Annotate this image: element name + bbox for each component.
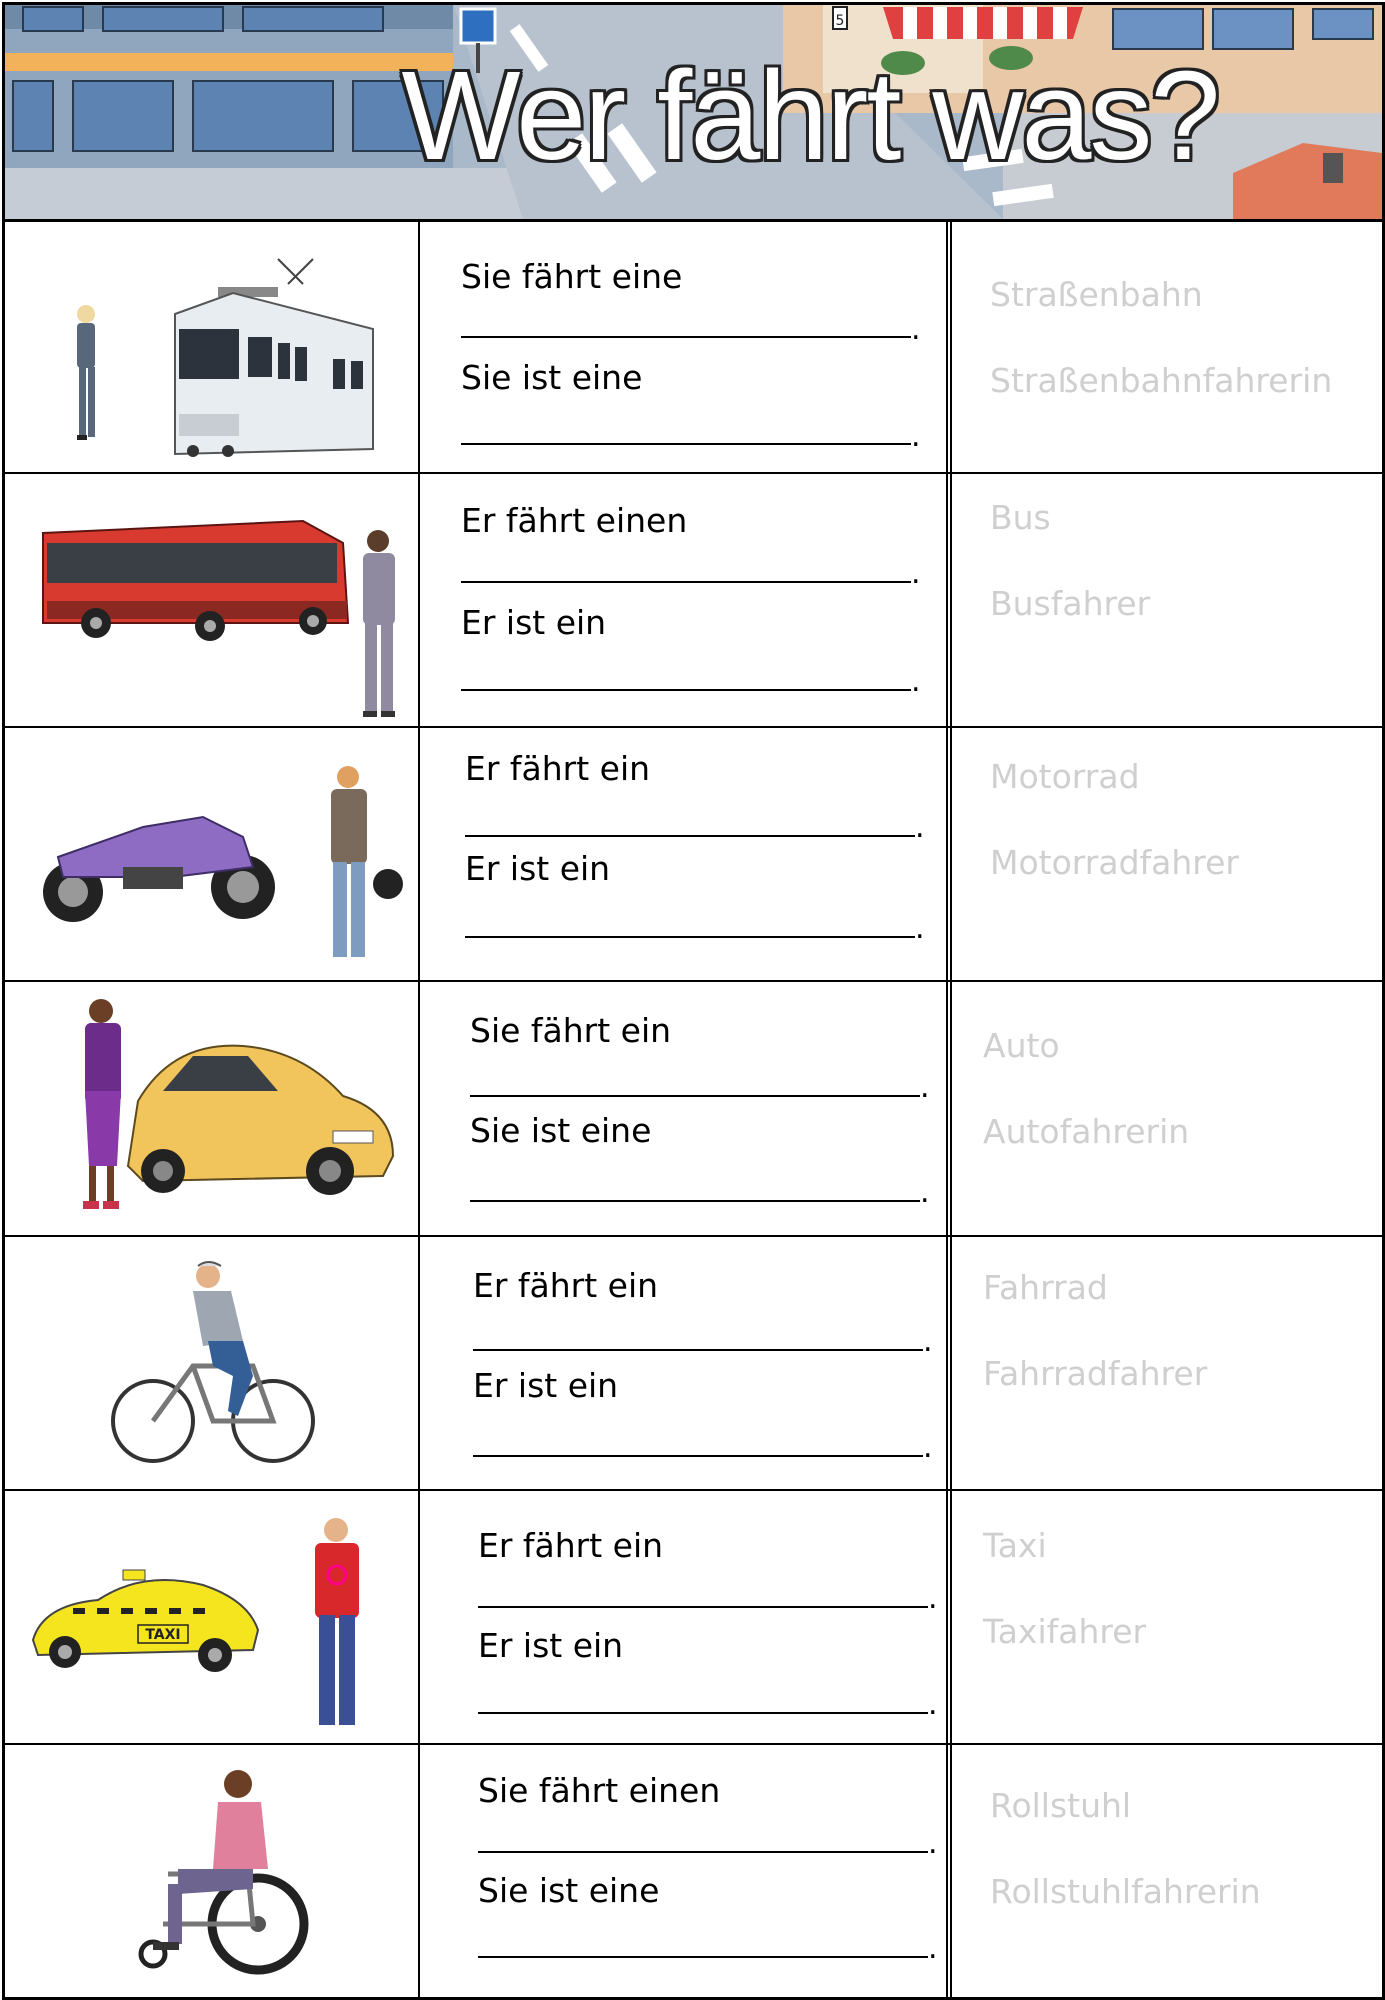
sentence-vehicle: Er fährt einen	[461, 501, 688, 540]
woman-icon	[83, 999, 121, 1209]
header-banner	[3, 3, 1382, 222]
answer-blank-vehicle[interactable]	[470, 1095, 920, 1097]
bus-icon	[43, 521, 348, 641]
answer-word-person: Fahrradfahrer	[983, 1354, 1208, 1393]
sentence-vehicle: Er fährt ein	[473, 1266, 659, 1305]
exercise-row	[3, 981, 1382, 1235]
answer-blank-person[interactable]	[478, 1956, 928, 1958]
man-driver-icon	[363, 530, 395, 717]
period: .	[911, 664, 921, 699]
sentence-person: Sie ist eine	[470, 1111, 652, 1150]
picture-cell	[3, 981, 419, 1235]
picture-cell	[3, 1744, 419, 1998]
taxi-icon	[33, 1570, 258, 1672]
period: .	[928, 1687, 938, 1722]
woman-driver-icon	[77, 305, 95, 440]
sentence-person: Er ist ein	[465, 849, 611, 888]
answer-blank-person[interactable]	[461, 689, 911, 691]
answer-blank-vehicle[interactable]	[465, 835, 915, 837]
car-icon	[128, 1046, 393, 1195]
man-with-helmet-icon	[331, 766, 403, 957]
tram-icon	[175, 259, 373, 457]
period: .	[911, 312, 921, 347]
picture-cell	[3, 1490, 419, 1744]
picture-cell	[3, 473, 419, 727]
sentence-person: Er ist ein	[461, 603, 607, 642]
period: .	[928, 1826, 938, 1861]
period: .	[911, 419, 921, 454]
answer-blank-vehicle[interactable]	[461, 581, 911, 583]
answer-blank-person[interactable]	[461, 443, 911, 445]
answer-word-vehicle: Straßenbahn	[990, 275, 1203, 314]
period: .	[911, 556, 921, 591]
period: .	[920, 1070, 930, 1105]
man-icon	[315, 1518, 359, 1725]
answer-word-person: Taxifahrer	[983, 1612, 1147, 1651]
exercise-row	[3, 727, 1382, 981]
answer-word-vehicle: Fahrrad	[983, 1268, 1108, 1307]
picture-cell	[3, 1236, 419, 1490]
period: .	[920, 1175, 930, 1210]
bicycle-icon	[113, 1366, 313, 1461]
answer-word-person: Motorradfahrer	[990, 843, 1239, 882]
sentence-person: Er ist ein	[478, 1626, 624, 1665]
sentence-vehicle: Sie fährt ein	[470, 1011, 672, 1050]
sentence-person: Er ist ein	[473, 1366, 619, 1405]
answer-blank-vehicle[interactable]	[461, 336, 911, 338]
answer-word-person: Autofahrerin	[983, 1112, 1190, 1151]
exercise-row	[3, 473, 1382, 727]
answer-word-vehicle: Motorrad	[990, 757, 1140, 796]
answer-word-person: Busfahrer	[990, 584, 1151, 623]
answer-blank-person[interactable]	[478, 1712, 928, 1714]
period: .	[915, 911, 925, 946]
svg-text:5: 5	[835, 13, 845, 29]
exercise-row	[3, 1490, 1382, 1744]
picture-cell	[3, 219, 419, 473]
answer-word-vehicle: Auto	[983, 1026, 1060, 1065]
period: .	[915, 810, 925, 845]
svg-text:TAXI: TAXI	[145, 1627, 181, 1643]
answer-word-vehicle: Rollstuhl	[990, 1786, 1132, 1825]
period: .	[923, 1324, 933, 1359]
answer-blank-person[interactable]	[473, 1455, 923, 1457]
answer-word-person: Rollstuhlfahrerin	[990, 1872, 1261, 1911]
exercise-row	[3, 1744, 1382, 1998]
picture-cell	[3, 727, 419, 981]
period: .	[928, 1581, 938, 1616]
answer-blank-person[interactable]	[465, 936, 915, 938]
period: .	[928, 1931, 938, 1966]
sentence-vehicle: Er fährt ein	[465, 749, 651, 788]
sentence-vehicle: Sie fährt eine	[461, 257, 683, 296]
sentence-person: Sie ist eine	[478, 1871, 660, 1910]
answer-word-vehicle: Taxi	[983, 1526, 1047, 1565]
sentence-vehicle: Sie fährt einen	[478, 1771, 721, 1810]
exercise-row	[3, 219, 1382, 473]
answer-word-person: Straßenbahnfahrerin	[990, 361, 1333, 400]
answer-blank-person[interactable]	[470, 1200, 920, 1202]
page-title: Wer fährt was?	[401, 45, 1219, 186]
answer-blank-vehicle[interactable]	[478, 1851, 928, 1853]
answer-blank-vehicle[interactable]	[473, 1349, 923, 1351]
answer-word-vehicle: Bus	[990, 498, 1051, 537]
answer-blank-vehicle[interactable]	[478, 1606, 928, 1608]
motorcycle-icon	[43, 817, 275, 922]
period: .	[923, 1430, 933, 1465]
exercise-row	[3, 1236, 1382, 1490]
sentence-vehicle: Er fährt ein	[478, 1526, 664, 1565]
sentence-person: Sie ist eine	[461, 358, 643, 397]
